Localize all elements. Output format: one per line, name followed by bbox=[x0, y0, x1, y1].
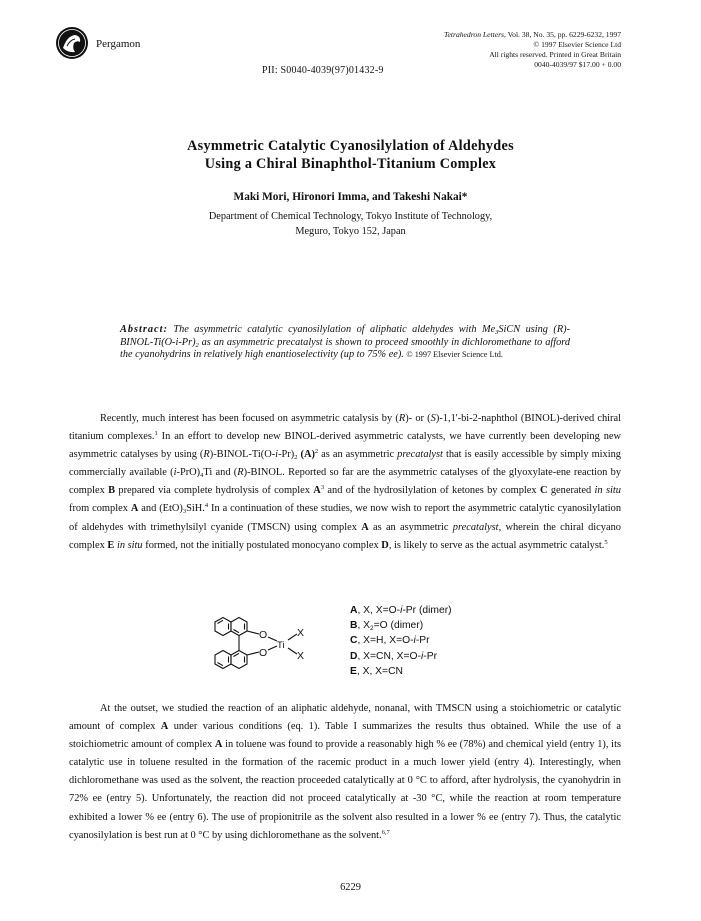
text: E bbox=[107, 539, 115, 551]
text: R bbox=[203, 449, 210, 461]
copyright-line: © 1997 Elsevier Science Ltd bbox=[533, 40, 621, 49]
text: A bbox=[214, 739, 223, 751]
text: i bbox=[275, 449, 279, 461]
compound-desc: , X, X=O- bbox=[357, 605, 401, 616]
naphthalene-top bbox=[215, 618, 247, 636]
text: In a continuation of these studies, we now wish to report the asymmetric catalytic cyanosilylation of aldehydes with trimethylsilyl cyanide (TMSCN) using complex bbox=[69, 503, 622, 533]
abstract-sub-2: 2 bbox=[195, 341, 199, 349]
titanium-label: Ti bbox=[277, 640, 285, 651]
reference-mark: 6,7 bbox=[381, 828, 390, 836]
text: (A) bbox=[297, 449, 315, 461]
compound-e bbox=[350, 664, 452, 679]
text: , is likely to serve as the actual asymmetric catalyst. bbox=[388, 539, 605, 551]
rights-line: All rights reserved. Printed in Great Britain bbox=[489, 50, 621, 59]
oxygen-top-label: O bbox=[259, 629, 268, 641]
compound-a bbox=[350, 603, 452, 618]
text: C bbox=[539, 485, 548, 497]
publisher-name: Pergamon bbox=[96, 38, 141, 50]
text: in situ bbox=[116, 539, 143, 551]
compound-d bbox=[350, 649, 452, 664]
volume-info: , Vol. 38, No. 35, pp. 6229-6232, 1997 bbox=[503, 30, 621, 39]
text: A bbox=[160, 721, 169, 733]
authors: Maki Mori, Hironori Imma, and Takeshi Nakai* bbox=[233, 191, 468, 203]
body-paragraph-2 bbox=[69, 700, 621, 845]
journal-name: Tetrahedron Letters bbox=[444, 30, 504, 39]
compound-desc: i bbox=[420, 650, 424, 662]
reference-mark: 4 bbox=[204, 502, 209, 510]
text: A bbox=[361, 521, 369, 533]
text: prepared via complete hydrolysis of complex bbox=[115, 485, 314, 497]
abstract-text: The asymmetric catalytic cyanosilylation of aliphatic aldehydes with Me bbox=[167, 324, 496, 335]
title-line-1: Asymmetric Catalytic Cyanosilylation of Aldehydes bbox=[187, 138, 514, 154]
text: precatalyst bbox=[452, 521, 499, 533]
x-bottom-label: X bbox=[297, 650, 305, 662]
compound-desc: =O (dimer) bbox=[373, 620, 424, 632]
compound-letter: B bbox=[350, 620, 358, 632]
compound-letter: C bbox=[350, 635, 358, 647]
page-number: 6229 bbox=[340, 882, 361, 893]
abstract-text: as an asymmetric precatalyst is shown to proceed smoothly in dichloromethane to afford the cyanohydrins in relatively high enantioselectivity (up to 75% ee). bbox=[120, 336, 570, 361]
reference-mark: 5 bbox=[604, 538, 608, 546]
compound-desc: -Pr bbox=[423, 650, 437, 662]
text: under various conditions (eq. 1). Table I summarizes the results thus obtained. While the use of a stoichiometric amount of complex bbox=[69, 721, 621, 751]
reference-mark: 1 bbox=[154, 430, 158, 438]
compound-desc: , X, X=CN bbox=[356, 665, 403, 677]
compound-desc: , X=CN, X=O- bbox=[357, 650, 421, 662]
text: )-1,1'-bi-2-naphthol (BINOL)-derived chiral titanium complexes. bbox=[69, 413, 622, 443]
text: Recently, much interest has been focused on asymmetric catalysis by ( bbox=[100, 413, 399, 424]
binol-ti-structure bbox=[205, 600, 335, 686]
compound-letter: D bbox=[350, 650, 358, 662]
subscript: 4 bbox=[200, 472, 204, 480]
text: and (EtO) bbox=[138, 503, 183, 515]
compound-desc: i bbox=[400, 605, 403, 616]
compound-desc: i bbox=[413, 635, 416, 647]
compound-desc: -Pr (dimer) bbox=[402, 605, 452, 616]
text: and of the hydrosilylation of ketones by complex bbox=[324, 485, 540, 497]
naphthalene-bottom bbox=[215, 651, 247, 669]
text: SiH. bbox=[186, 503, 205, 515]
text: i bbox=[173, 467, 177, 479]
text: B bbox=[108, 485, 116, 497]
compound-letter: E bbox=[350, 665, 357, 677]
journal-info bbox=[444, 30, 621, 70]
subscript: 2 bbox=[294, 454, 298, 462]
text: At the outset, we studied the reaction of an aliphatic aldehyde, nonanal, with TMSCN using a stoichiometric or catalytic amount of complex bbox=[69, 703, 621, 733]
body-paragraph-1 bbox=[69, 410, 621, 555]
text: , wherein the chiral dicyano complex bbox=[69, 521, 621, 551]
text: in situ bbox=[594, 485, 621, 497]
affiliation-line-1: Department of Chemical Technology, Tokyo Institute of Technology, bbox=[208, 211, 493, 222]
text: A bbox=[130, 503, 139, 515]
abstract-label: Abstract: bbox=[120, 324, 168, 335]
text: that is easily accessible by simply mixing commercially available ( bbox=[69, 449, 622, 479]
compound-desc: , X bbox=[357, 620, 371, 632]
oxygen-bottom-label: O bbox=[259, 647, 268, 659]
abstract-text: SiCN using (R)-BINOL-Ti(O-i-Pr) bbox=[120, 324, 570, 348]
compound-letter: A bbox=[350, 605, 358, 616]
text: as an asymmetric bbox=[318, 449, 398, 461]
subscript: 3 bbox=[182, 508, 187, 516]
text: as an asymmetric bbox=[368, 521, 453, 533]
abstract bbox=[120, 324, 570, 362]
bonds bbox=[239, 631, 297, 655]
text: )- or ( bbox=[405, 413, 431, 424]
subscript: 2 bbox=[370, 625, 374, 633]
text: In an effort to develop new BINOL-derived asymmetric catalysts, we have currently been developing new asymmetric catalyses by using ( bbox=[69, 431, 622, 461]
compound-legend bbox=[350, 603, 452, 679]
text: )-BINOL. Reported so far are the asymmetric catalyses of the glyoxylate-ene reaction by complex bbox=[69, 467, 622, 497]
text: -PrO) bbox=[176, 467, 201, 479]
compound-b bbox=[350, 618, 452, 633]
text: Ti and ( bbox=[203, 467, 238, 479]
issn-line: 0040-4039/97 $17.00 + 0.00 bbox=[534, 60, 621, 69]
text: -Pr) bbox=[278, 449, 295, 461]
text: S bbox=[430, 413, 436, 424]
text: R bbox=[237, 467, 244, 479]
text: R bbox=[398, 413, 406, 424]
text: precatalyst bbox=[397, 449, 443, 461]
compound-c bbox=[350, 633, 452, 648]
text: in toluene was found to provide a reasonably high % ee (78%) and chemical yield (entry 1), its catalytic use in toluene resulted in the formation of the racemic product in a much lower yield (entry 4). Interestingly, when dichloromethane was used as the solvent, the reaction proceeded catalytically at 0 °C to afford, after hydrolysis, the cyanohydrin in 72% ee (entry 5). Unfortunately, the reaction did not proceed catalytically at -30 °C, while the reaction at room temperature exhibited a lower % ee (entry 6). The use of propionitrile as the solvent also resulted in a lower % ee (entry 7). Thus, the catalytic cyanosilylation is best run at 0 °C by using dichloromethane as the solvent. bbox=[69, 739, 621, 841]
compound-desc: -Pr bbox=[415, 635, 430, 647]
compound-desc: , X=H, X=O- bbox=[357, 635, 414, 647]
text: formed, not the initially postulated monocyano complex bbox=[142, 539, 382, 551]
title-line-2: Using a Chiral Binaphthol-Titanium Complex bbox=[204, 156, 497, 172]
text: from complex bbox=[69, 503, 131, 515]
affiliation-line-2: Meguro, Tokyo 152, Japan bbox=[295, 226, 406, 237]
reference-mark: 2 bbox=[314, 448, 319, 456]
abstract-copyright: © 1997 Elsevier Science Ltd. bbox=[406, 350, 503, 360]
text: )-BINOL-Ti(O- bbox=[209, 449, 276, 461]
x-top-label: X bbox=[297, 627, 305, 639]
abstract-sub-3: 3 bbox=[495, 329, 499, 336]
pii: PII: S0040-4039(97)01432-9 bbox=[262, 65, 384, 76]
paper-title bbox=[0, 137, 701, 173]
affiliation bbox=[0, 209, 701, 239]
text: D bbox=[381, 539, 389, 551]
publisher-logo bbox=[55, 26, 89, 60]
text: generated bbox=[547, 485, 595, 497]
text: A bbox=[313, 485, 321, 497]
reference-mark: 3 bbox=[320, 484, 325, 492]
